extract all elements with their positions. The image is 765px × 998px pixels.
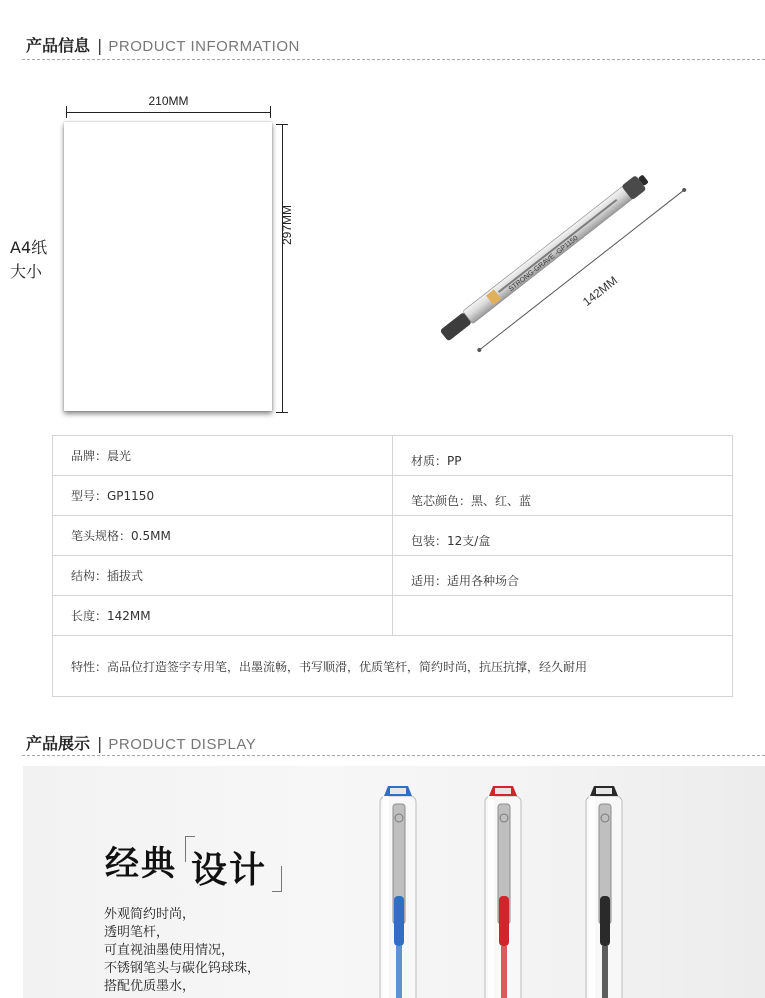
pen-illustration	[430, 140, 700, 370]
display-section-title-en: PRODUCT DISPLAY	[108, 736, 257, 753]
paper-height-dimension	[276, 124, 288, 413]
spec-feature-row	[53, 636, 732, 696]
spec-brand: 品牌：晨光	[71, 449, 132, 463]
spec-empty-cell	[392, 596, 732, 635]
banner-line: 可直视油墨使用情况，	[104, 943, 235, 958]
banner-description	[104, 906, 260, 996]
a4-paper-illustration	[64, 122, 272, 411]
banner-line: 外观简约时尚，	[104, 907, 196, 922]
display-section-title-cn: 产品展示	[26, 734, 91, 753]
spec-row	[53, 476, 732, 516]
display-section-divider	[22, 755, 765, 756]
banner-title: 经典	[105, 844, 177, 884]
pen-barrel-text: STRONG-GRAVE ·GP1150	[507, 234, 580, 294]
spec-row	[53, 556, 732, 596]
spec-structure: 结构：插拔式	[71, 569, 144, 583]
banner-subtitle: 设计	[191, 850, 268, 891]
spec-refill-colors: 笔芯颜色：黑、红、蓝	[392, 476, 732, 515]
banner-pen	[380, 786, 416, 998]
info-section-separator: |	[97, 36, 103, 55]
paper-caption-line1: A4纸	[10, 238, 48, 257]
paper-caption-line2: 大小	[10, 262, 43, 281]
info-section-divider	[22, 59, 765, 60]
spec-feature: 特性：高品位打造签字专用笔，出墨流畅，书写顺滑，优质笔杆，简约时尚，抗压抗撑，经久耐用	[71, 659, 588, 674]
banner-pens-image	[343, 766, 623, 998]
spec-usage: 适用：适用各种场合	[392, 556, 732, 595]
spec-table	[52, 435, 733, 697]
banner-pen	[485, 786, 521, 998]
banner-line: 透明笔杆，	[104, 925, 170, 940]
info-section-title-en: PRODUCT INFORMATION	[108, 38, 300, 55]
spec-row	[53, 436, 732, 476]
product-display-banner	[23, 766, 765, 998]
display-section-separator: |	[97, 734, 103, 753]
spec-row	[53, 516, 732, 556]
spec-model: 型号：GP1150	[71, 489, 155, 503]
spec-length: 长度：142MM	[71, 609, 151, 623]
paper-caption	[10, 236, 47, 284]
spec-material: 材质：PP	[392, 436, 732, 475]
display-section-header	[26, 731, 256, 754]
info-section-title-cn: 产品信息	[26, 36, 91, 55]
banner-pen	[586, 786, 622, 998]
banner-line: 搭配优质墨水，	[104, 979, 196, 994]
paper-width-dimension	[66, 106, 271, 118]
spec-packaging: 包装：12支/盒	[392, 516, 732, 555]
pen-body	[438, 171, 651, 343]
spec-row	[53, 596, 732, 636]
paper-height-label: 297MM	[280, 204, 294, 245]
paper-width-label: 210MM	[148, 94, 189, 108]
spec-tip-size: 笔头规格：0.5MM	[71, 529, 171, 543]
pen-length-label: 142MM	[580, 273, 621, 310]
banner-line: 不锈钢笔头与碳化钨球珠，	[104, 961, 261, 976]
info-section-header	[26, 33, 300, 56]
